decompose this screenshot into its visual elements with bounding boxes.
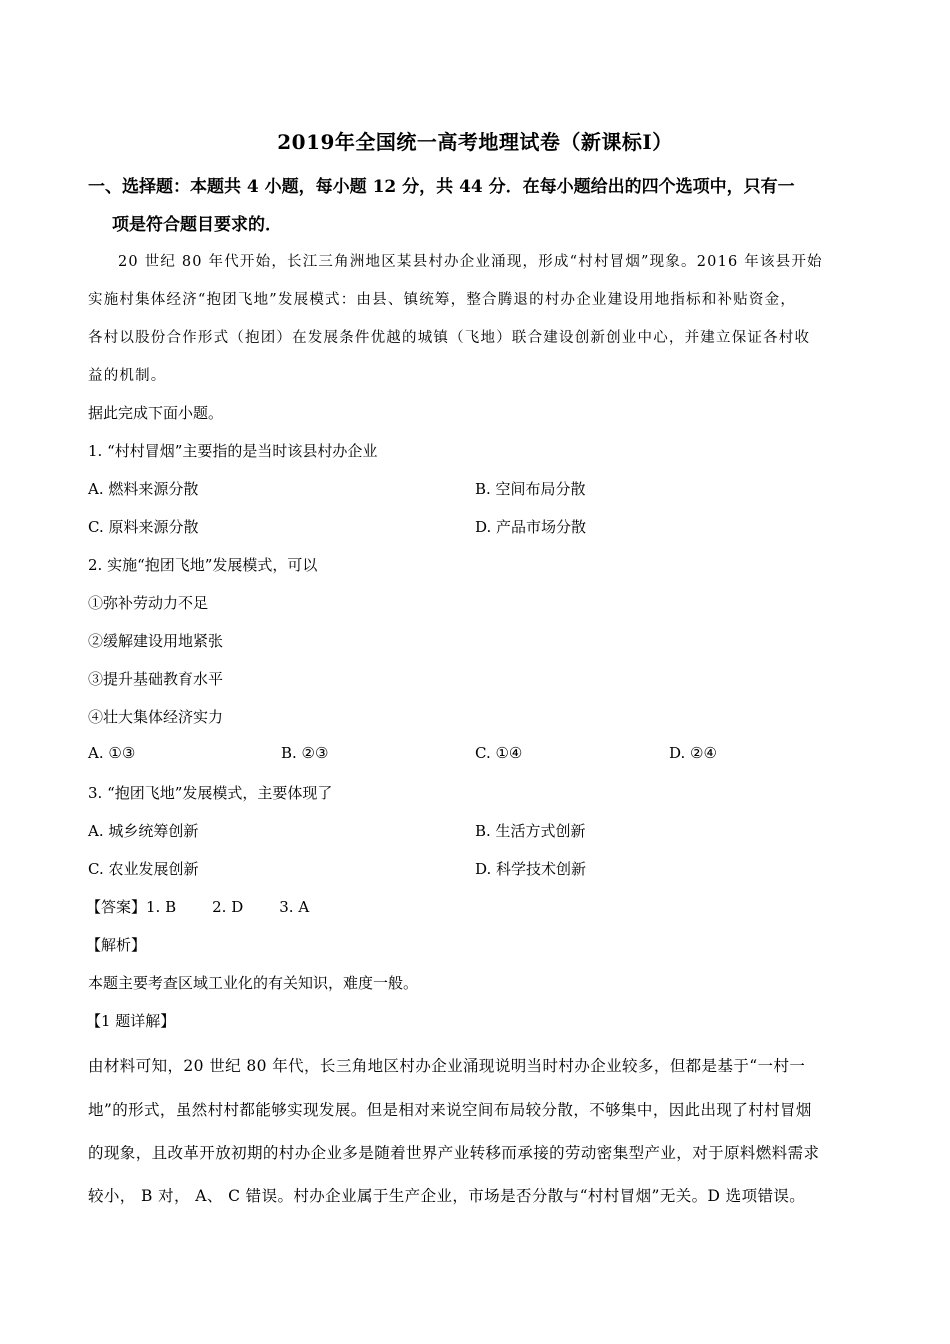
detail-line-1: 由材料可知，20 世纪 80 年代，长三角地区村办企业涌现说明当时村办企业较多，但都是基于“一村一 (88, 1057, 806, 1075)
detail-label: 【1 题详解】 (86, 1012, 176, 1030)
answer-line (86, 896, 309, 917)
question-2-item-1: ①弥补劳动力不足 (88, 594, 209, 612)
question-2-option-d: D. ②④ (669, 744, 717, 762)
question-3-option-b: B. 生活方式创新 (475, 822, 586, 840)
question-3-option-a: A. 城乡统筹创新 (88, 822, 199, 840)
detail-line-3: 的现象，且改革开放初期的村办企业多是随着世界产业转移而承接的劳动密集型产业，对于原料燃料需求 (88, 1144, 820, 1162)
question-3-option-c: C. 农业发展创新 (88, 860, 199, 878)
question-2-item-2: ②缓解建设用地紧张 (88, 632, 224, 650)
detail-line-4: 较小， B 对， A、 C 错误。村办企业属于生产企业，市场是否分散与“村村冒烟”无关。D 选项错误。 (88, 1187, 806, 1205)
material-line-4: 益的机制。 (88, 368, 167, 384)
question-1-stem: 1. “村村冒烟”主要指的是当时该县村办企业 (88, 442, 378, 460)
question-2-option-a: A. ①③ (88, 744, 136, 762)
question-1-option-d: D. 产品市场分散 (475, 518, 587, 536)
question-3-option-d: D. 科学技术创新 (475, 860, 587, 878)
answer-1: 1. B (146, 898, 177, 916)
question-2-stem: 2. 实施“抱团飞地”发展模式，可以 (88, 556, 318, 574)
question-1-option-c: C. 原料来源分散 (88, 518, 199, 536)
exam-title: 2019年全国统一高考地理试卷（新课标I） (277, 130, 673, 154)
analysis-label: 【解析】 (86, 936, 147, 954)
prompt-text: 据此完成下面小题。 (88, 404, 224, 422)
question-1-option-b: B. 空间布局分散 (475, 480, 586, 498)
question-2-item-4: ④壮大集体经济实力 (88, 708, 224, 726)
question-3-stem: 3. “抱团飞地”发展模式，主要体现了 (88, 784, 333, 802)
answer-label: 【答案】 (86, 898, 147, 916)
analysis-text: 本题主要考查区域工业化的有关知识，难度一般。 (88, 974, 419, 992)
section-heading: 一、选择题：本题共 4 小题，每小题 12 分，共 44 分．在每小题给出的四个选项中，只有一 (88, 177, 795, 197)
section-heading-cont: 项是符合题目要求的． (112, 215, 282, 235)
question-2-option-b: B. ②③ (281, 744, 329, 762)
detail-line-2: 地”的形式，虽然村村都能够实现发展。但是相对来说空间布局较分散，不够集中，因此出现了村村冒烟 (88, 1101, 812, 1119)
material-line-1: 20 世纪 80 年代开始，长江三角洲地区某县村办企业涌现，形成“村村冒烟”现象。2016 年该县开始 (118, 254, 823, 270)
answer-2: 2. D (212, 898, 244, 916)
question-2-option-c: C. ①④ (475, 744, 523, 762)
answer-3: 3. A (279, 898, 310, 916)
material-line-2: 实施村集体经济“抱团飞地”发展模式：由县、镇统筹，整合腾退的村办企业建设用地指标和补贴资金， (88, 292, 797, 308)
question-2-item-3: ③提升基础教育水平 (88, 670, 224, 688)
question-1-option-a: A. 燃料来源分散 (88, 480, 199, 498)
material-line-3: 各村以股份合作形式（抱团）在发展条件优越的城镇（飞地）联合建设创新创业中心，并建立保证各村收 (88, 330, 811, 346)
